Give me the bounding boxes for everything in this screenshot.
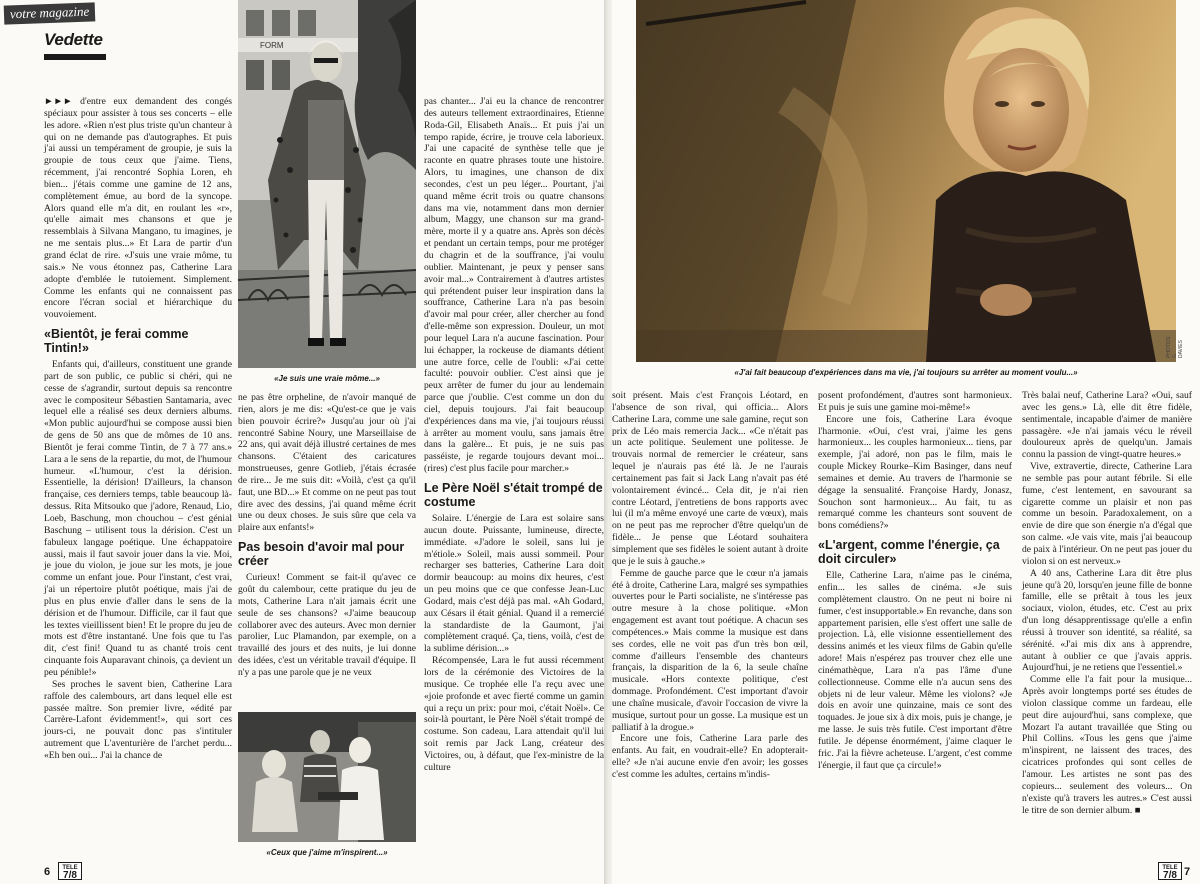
- section-rubric: Vedette: [44, 30, 103, 49]
- body-paragraph: Encore une fois, Catherine Lara parle des enfants. Au fait, en voudrait-elle? En adopterait-elle? «Je n'ai aucune envie d'en avoir; les gosses c'est comme les adultes, certains m'indis-: [612, 733, 808, 780]
- subheading: Pas besoin d'avoir mal pour créer: [238, 540, 405, 569]
- group-photo: [238, 712, 416, 842]
- portrait-illustration: [636, 0, 1176, 362]
- magazine-kicker: votre magazine: [4, 2, 96, 24]
- group-scene-illustration: [238, 712, 416, 842]
- text-column-4: [612, 390, 808, 884]
- body-paragraph: Comme elle l'a fait pour la musique... Après avoir longtemps porté ses études de violon classique comme un fardeau, elle peut dire aujourd'hui, sans complexe, que Mozart l'a autant travaillée que Sting ou Phil Collins. «Tous les gens que j'aime m'inspirent, ne laissent des traces, des cicatrices profondes qui sont celles de l'amour. Les artistes ne sont pas des copieurs... seulement des voleurs... On n'existe qu'à travers les autres.» C'est aussi le titre de son dernier album. ■: [1022, 674, 1192, 816]
- magazine-logo-left: [58, 862, 82, 880]
- page-number-left: 6: [44, 866, 51, 878]
- right-page: [612, 0, 1200, 884]
- rubric-rule: [44, 54, 106, 60]
- body-paragraph: Enfants qui, d'ailleurs, constituent une grande part de son public, ce public si chéri, qui ne cesse de s'agrandir, surtout depuis sa rencontre avec le compositeur Sébastien Santamaria, avec lequel elle a réalisé ses deux derniers albums. «Mon public aujourd'hui se compose aussi bien de gens de 50 ans que de mômes de 10 ans. Bientôt je ferai comme Tintin, de 7 à 77 ans.» Lara a le sens de la repartie, du mot, de l'humour humeur. «L'humour, c'est la dérision. Essentielle, la dérision! D'ailleurs, la chanson française, ces derniers temps, table beaucoup là-dessus. Rita Mitsouko que j'adore, Renaud, Lio, Loeb, Baschung, mon chouchou – c'est génial Baschung – utilisent tous la dérision. C'est un fabuleux langage poétique. Une échappatoire aussi, mais il faut savoir jouer dans la vie. Moi, je joue du violon, je joue sur les mots, je joue comme un enfant joue. Pour l'instant, c'est vrai, j'ai un répertoire plutôt poétique, mais j'ai de plus en plus envie d'aller dans le sens de la dérision et de l'humour. Difficile, car il faut que les textes vieillissent bien! Et le propre du jeu de mots est d'être instantané. Une fois que tu l'as dit, c'est fini! Quand tu as chanté trois cent cinquante fois Auparavant chinois, ça devient un peu pénible!»: [44, 359, 232, 678]
- shop-sign: FORM: [260, 41, 284, 50]
- text-column-1: [44, 96, 232, 858]
- page-number-right: 7: [1184, 866, 1191, 878]
- body-paragraph: Très balai neuf, Catherine Lara? «Oui, sauf avec les gens.» Là, elle dit être fidèle, sentimentale, incapable d'aimer de manière passagère. «Je n'ai jamais vécu le réveil douloureux après de quelqu'un. Jamais connu la passion de vingt-quatre heures.»: [1022, 390, 1192, 461]
- body-paragraph: Elle, Catherine Lara, n'aime pas le cinéma, enfin... les salles de cinéma. «Je suis complètement claustro. On ne peut ni boire ni fumer, c'est insupportable.» En revanche, dans son appartement parisien, elle s'est offert une salle de projection. Là, elle visionne essentiellement des dessins animés et les vieux films de Gabin qu'elle adore! Mais n'espérez pas trouver chez elle une cinémathèque, Lara n'a pas l'âme d'une collectionneuse. Comme elle n'a aucun sens des objets ni de leur valeur. Même les violons? «Je dois en avoir une quinzaine, mais ce sont des toquades. Je joue six à dix mois, puis je change, je me lasse. Je suis très futile. C'est important d'être futile. Je dépense énormément, j'aime claquer le fric. J'ai la fièvre acheteuse. L'argent, c'est comme l'énergie, il faut que ça circule!»: [818, 570, 1012, 771]
- logo-bottom-text: 7/8: [63, 870, 77, 881]
- body-paragraph: Encore une fois, Catherine Lara évoque l'harmonie. «Oui, c'est vrai, j'aime les gens harmonieux... les couples harmonieux... tiens, par exemple, j'ai adoré, non pas le film, mais le couple Mickey Rourke–Kim Basinger, dans neuf semaines et demie. Au travers de l'harmonie se dégage la sensualité. Françoise Hardy, Jonasz, Souchon sont harmonieux... Au fait, tu as remarqué comme les chanteurs sont souvent de bons comédiens?»: [818, 413, 1012, 532]
- street-photo: [238, 0, 416, 368]
- text-column-6: [1022, 390, 1192, 860]
- street-photo-caption: «Je suis une vraie môme...»: [274, 374, 380, 383]
- body-paragraph: Femme de gauche parce que le cœur n'a jamais été à droite, Catherine Lara, malgré ses sympathies ouvertes pour le Parti socialiste, ne s'intéresse pas outre mesure à la chose politique. «Mon engagement est avant tout poétique. A chacun ses compétences.» Mais comme la musique est dans ses cordes, elle ne voit pas d'un très bon œil, comme d'ailleurs l'ensemble des chanteurs français, la disparition de la 6, la seule chaîne musicale. «Hors contexte politique, c'est dommage. Profondément. C'est important d'avoir une chaîne musicale, d'avoir l'occasion de vivre la musique, surtout pour un gosse. La musique est un palliatif à la drogue.»: [612, 567, 808, 733]
- portrait-caption: «J'ai fait beaucoup d'expériences dans ma vie, j'ai toujours su arrêter au moment voulu...»: [734, 368, 1078, 377]
- body-paragraph: ne pas être orpheline, de n'avoir manqué de rien, alors je me dis: «Qu'est-ce que je vais bien pouvoir écrire?» Jusqu'au jour où j'ai rencontré Sabine Noury, une Marseillaise de 22 ans, qui avait déjà illustré certaines de mes chansons. C'étaient des caricatures monstrueuses, genre Gotlieb, j'étais écrasée de rire... Je me suis dit: «Voilà, c'est ça qu'il faut, une BD...» Et comme on ne peut pas tout dire avec des dessins, j'ai quand même écrit une ou deux choses. Je suis sûre que cela va plaire aux enfants!»: [238, 392, 416, 534]
- magazine-logo-right: [1158, 862, 1182, 880]
- portrait-photo: [636, 0, 1184, 362]
- body-paragraph: A 40 ans, Catherine Lara dit être plus jeune qu'à 20, lorsqu'en jeune fille de bonne famille, elle se prêtait à tous les jeux sociaux, violon, études, etc. C'est au prix d'un long désapprentissage qu'elle a enfin réussi à trouver son identité, sa réalité, sa sérénité. «J'ai mis dix ans à apprendre, autant à oublier ce que j'avais appris. Aujourd'hui, je ne retiens que l'essentiel.»: [1022, 567, 1192, 674]
- logo-bottom-text: 7/8: [1163, 870, 1177, 881]
- group-photo-caption: «Ceux que j'aime m'inspirent...»: [266, 848, 388, 857]
- body-paragraph: Solaire. L'énergie de Lara est solaire sans aucun doute. Puissante, lumineuse, directe, immédiate. «J'adore le soleil, sans lui je m'étiole.» Soleil, mais aussi sommeil. Pour recharger ses batteries, Catherine Lara doit dormir beaucoup: au moins dix heures, c'est un peu moins que ce que confesse Jean-Luc Godard, mais c'est déjà pas mal. «Ah Godard, aux Césars il était génial. Quand il a remercié la standardiste de la Gaumont, j'ai complètement craqué. Ça, tiens, voilà, c'est de la sublime dérision...»: [424, 513, 604, 655]
- body-paragraph: soit présent. Mais c'est François Léotard, en l'absence de son rival, qui officia... Alors Catherine Lara, comme une sale gamine, reçut son prix de Léo mais remercia Jack... «Ce n'était pas un acte politique. Seulement une politesse. Je trouvais normal de remercier le créateur, sans lequel je n'aurais pas été là. Je ne l'aurais certainement pas fait si Jack Lang n'avait pas été volontairement évincé... Cela dit, je n'ai rien contre Léotard, j'entretiens de bons rapports avec lui (il m'a même envoyé une carte de vœux), mais on ne peut pas me reprocher d'être quelqu'un de fidèle... Je pense que Léotard souhaitera simplement que ses fidèles le soient autant à droite que je le suis à gauche.»: [612, 390, 808, 567]
- subheading: Le Père Noël s'était trompé de costume: [424, 481, 603, 509]
- subheading: «Bientôt, je ferai comme Tintin!»: [44, 327, 189, 356]
- body-paragraph: posent profondément, d'autres sont harmonieux. Et puis je suis une gamine moi-même!»: [818, 390, 1012, 413]
- body-paragraph: ►►► d'entre eux demandent des congés spéciaux pour assister à tous ses concerts – elle les adore. «Rien n'est plus triste qu'un chanteur à qui on ne demande pas d'autographes. Et puis j'ai aussi un tempérament de groupie, je suis la groupie de tous ceux que j'aime. Tiens, récemment, j'ai rencontré Sophia Loren, eh bien... j'étais comme une gamine de 12 ans, complètement émue, au bord de la syncope. Alors quand elle m'a dit, en roulant les «r», qu'elle aimait mes chansons et que je ressemblais à Silvana Mangano, tu imagines, je ne me sentais plus...» Et Lara de partir d'un grand éclat de rire. «J'suis une vraie môme, tu sais.» Ne vous étonnez pas, Catherine Lara adopte d'emblée le tutoiement. Simplement. Comme les enfants qui ne connaissent pas encore l'écran social et hiérarchique du vouvoiement.: [44, 96, 232, 321]
- text-column-2: [238, 392, 416, 710]
- logo-top-text: TELE: [62, 865, 78, 871]
- text-column-5: [818, 390, 1012, 884]
- subheading: «L'argent, comme l'énergie, ça doit circuler»: [818, 538, 1000, 567]
- photo-credit: PHOTOS: G. DAVIES: [1166, 335, 1184, 358]
- logo-top-text: TELE: [1162, 865, 1178, 871]
- body-paragraph: Ses proches le savent bien, Catherine Lara raffole des calembours, art dans lequel elle est passée maître. Son premier livre, «édité par Carrère-Lafont évidemment!», qui sort ces jours-ci, ne pouvait donc pas s'intituler autrement que L'aventurière de l'archet perdu... «Eh ben oui... J'ai la chance de: [44, 678, 232, 761]
- body-paragraph: Récompensée, Lara le fut aussi récemment lors de la cérémonie des Victoires de la musique. Ce trophée elle l'a reçu avec une «joie profonde et avec fierté comme un gamin qui a reçu un prix: pour moi, c'était Noël». Ce soir-là pourtant, le Père Noël s'était trompé de costume. Son cadeau, Lara attendait qu'il lui soit remis par Jack Lang, créateur des Victoires, ou, à défaut, que l'ex-ministre de la culture: [424, 655, 604, 773]
- body-paragraph: pas chanter... J'ai eu la chance de rencontrer des auteurs tellement extraordinaires, Etienne Roda-Gil, Elisabeth Anaïs... Et puis j'ai un tempo rapide, écrire, je trouve cela laborieux. J'ai une capacité de synthèse telle que je raconte en quatre phrases toute une histoire. Alors, tu imagines, une chanson de dix secondes, c'est un peu léger... Pourtant, j'ai quand même écrit trois ou quatre chansons dans ma vie, notamment dans mon dernier album, Maggy, une chanson sur ma grand-mère, morte il y a quatre ans. Après son décès et pendant un certain temps, pour me protéger du chagrin et de la souffrance, j'ai voulu oublier. Maintenant, je peux y penser sans avoir mal...» Contrairement à d'autres artistes qui prétendent puiser leur inspiration dans la souffrance, Catherine Lara n'a pas besoin d'avoir mal pour créer, aller chercher au fond d'elle-même son expression. Douleur, un mot pour lequel Lara n'a aucune fascination. Pour lui échapper, la rockeuse de diamants détient une autre force, celle de l'oubli: «J'ai cette faculté: pouvoir oublier. C'est ainsi que je peux arrêter de fumer du jour au lendemain parce que j'oublie. C'est comme un don du ciel, depuis toujours. J'ai fait beaucoup d'expériences dans ma vie, j'ai toujours réussi à arrêter au moment voulu, sans jamais être dans la galère... Et puis, je ne suis pas passéiste, je regarde toujours devant moi... (rires) c'est plus facile pour marcher.»: [424, 96, 604, 475]
- text-column-3: [424, 96, 604, 858]
- body-paragraph: Curieux! Comment se fait-il qu'avec ce goût du calembour, cette pratique du jeu de mots, Catherine Lara n'ait jamais écrit une seule de ses chansons? «J'aime beaucoup collaborer avec des auteurs. Avec mon dernier parolier, Luc Plamandon, par exemple, on a travaillé des jours et des nuits, je lui donne des idées, c'est un véritable travail d'équipe. Il n'y a pas une parole que je ne veux: [238, 572, 416, 678]
- street-scene-illustration: [238, 0, 416, 368]
- body-paragraph: Vive, extravertie, directe, Catherine Lara ne semble pas pour autant fébrile. Si elle fume, c'est lentement, en savourant sa cigarette comme un plaisir et non pas comme un besoin. Paradoxalement, on a envie de dire que son énergie n'a d'égal que son calme. «Je vais vite, mais j'ai beaucoup de paix à l'intérieur. On ne peut pas jouer du violon si on est nerveux.»: [1022, 461, 1192, 567]
